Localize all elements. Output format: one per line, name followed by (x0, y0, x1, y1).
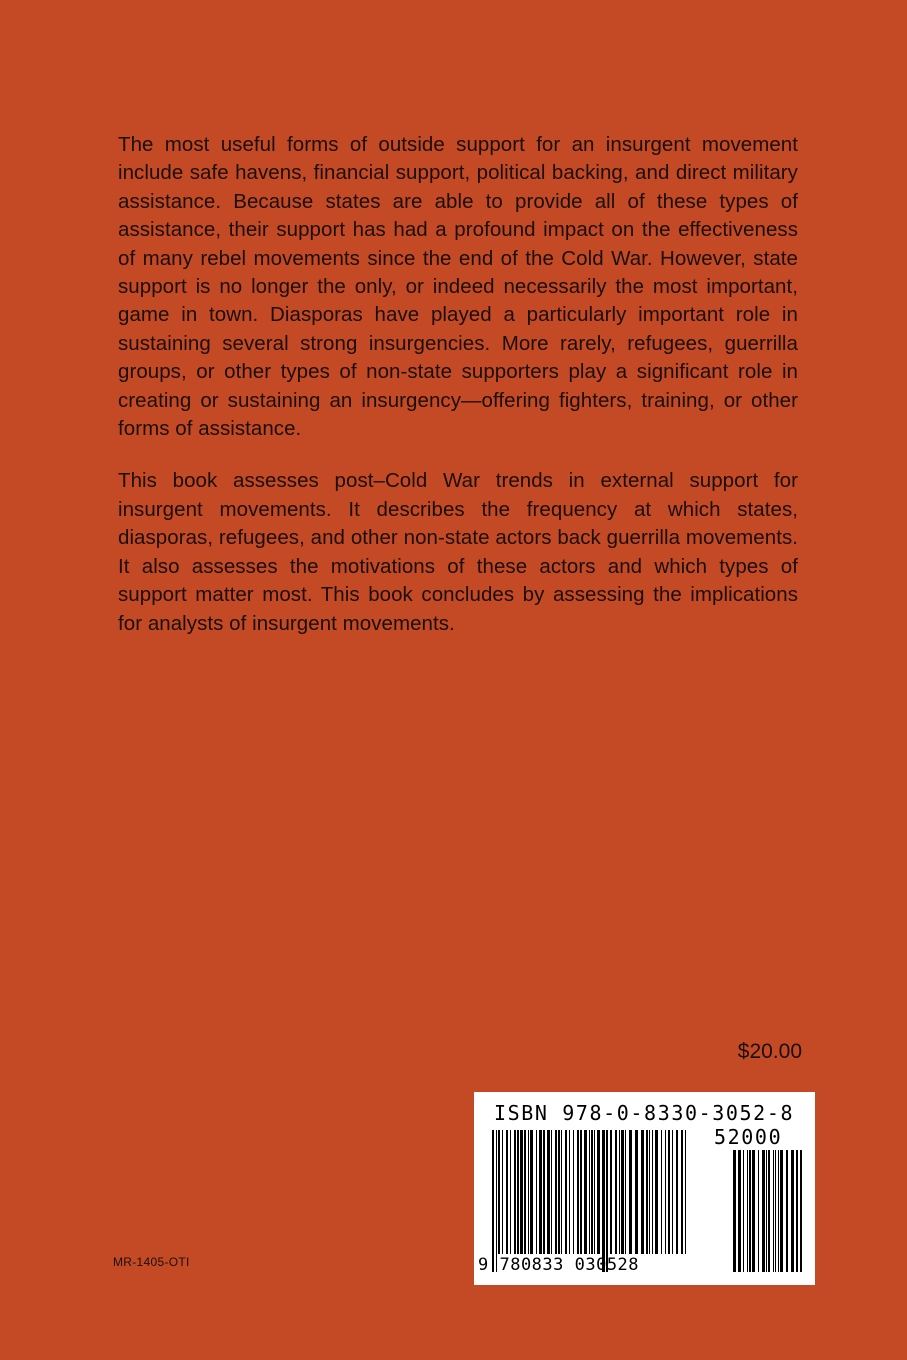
barcode-bar (597, 1130, 600, 1254)
barcode-bar (762, 1150, 765, 1272)
barcode-bar (498, 1130, 500, 1254)
barcode-bar (655, 1130, 658, 1254)
barcode-bar (768, 1150, 770, 1272)
barcode-bar (517, 1130, 519, 1254)
barcode-bar (591, 1130, 593, 1254)
barcode-bar (606, 1130, 608, 1272)
barcode-bar (621, 1130, 624, 1254)
blurb-paragraph-1: The most useful forms of outside support for an insurgent movement include safe havens, financial support, political backing, and direct military assistance. Because states are able to provide all of these types of assistance, their support has had a profound impact on the effectiveness of many rebel movements since the end of the Cold War. However, state support is no longer the only, or indeed necessarily the most important, game in town. Diasporas have played a particularly important role in sustaining several strong insurgencies. More rarely, refugees, guerrilla groups, or other types of non-state supporters play a significant role in creating or sustaining an insurgency—offering fighters, training, or other forms of assistance. (118, 133, 798, 441)
barcode-bar (565, 1130, 567, 1254)
barcode-bar (577, 1130, 579, 1254)
barcode-bar (743, 1150, 744, 1272)
barcode-bar (561, 1130, 562, 1254)
barcode-bar (791, 1150, 794, 1272)
barcode-bar (800, 1150, 802, 1272)
barcode-bar (796, 1150, 798, 1272)
barcode-bar (602, 1130, 605, 1272)
barcode-bar (580, 1130, 582, 1254)
barcode-bar (766, 1150, 767, 1272)
barcode-bar (778, 1150, 779, 1272)
barcode-bar (672, 1130, 673, 1254)
barcode-bar (749, 1150, 751, 1272)
barcode-bar (610, 1130, 612, 1254)
barcode-bar (547, 1130, 550, 1254)
barcode-bar (530, 1130, 533, 1254)
barcode-bar (539, 1130, 542, 1254)
barcode-bar (752, 1150, 755, 1272)
report-code: MR-1405-OTI (113, 1255, 190, 1269)
barcode-bar (536, 1130, 537, 1254)
barcode-bar (758, 1150, 759, 1272)
barcode-bar (496, 1130, 497, 1272)
price-label: $20.00 (737, 1040, 802, 1063)
barcode-bar (584, 1130, 587, 1254)
barcode-bar (685, 1130, 686, 1254)
barcode-bar (780, 1150, 783, 1272)
barcode-bar (661, 1130, 662, 1254)
isbn-number: ISBN 978-0-8330-3052-8 (494, 1101, 795, 1125)
barcode-bar (625, 1130, 626, 1254)
barcode-bar (619, 1130, 620, 1254)
barcode-bar (502, 1130, 503, 1254)
barcode-bar (492, 1130, 494, 1272)
barcode-bar (681, 1130, 683, 1254)
barcode-bar (520, 1130, 523, 1254)
barcode-bar (573, 1130, 574, 1254)
barcode-bar (676, 1130, 678, 1254)
barcode-bar (646, 1130, 648, 1254)
isbn-barcode (474, 1092, 815, 1285)
barcode-bar (569, 1130, 570, 1254)
barcode-bar (747, 1150, 748, 1272)
barcode-bar (524, 1130, 526, 1254)
barcode-bar (555, 1130, 557, 1254)
barcode-bar (786, 1150, 788, 1272)
barcode-bar (629, 1130, 632, 1254)
blurb (118, 131, 798, 662)
barcode-bar (641, 1130, 644, 1254)
barcode-digits: 9 780833 030528 (478, 1255, 640, 1275)
barcode-bar (652, 1130, 653, 1254)
barcode-bar (528, 1130, 529, 1254)
barcode-bar (775, 1150, 776, 1272)
barcode-bar (665, 1130, 666, 1254)
barcode-bar (514, 1130, 516, 1254)
barcode-bar (668, 1130, 670, 1254)
blurb-paragraph-2: This book assesses post–Cold War trends in external support for insurgent movements. It describes the frequency at which states, diasporas, refugees, and other non-state actors back guerrilla movements. It also assesses the motivations of these actors and which types of support matter most. This book concludes by assessing the implications for analysts of insurgent movements. (118, 469, 798, 635)
barcode-bar (589, 1130, 590, 1254)
barcode-bar (635, 1130, 638, 1254)
barcode-bar (594, 1130, 595, 1254)
barcode-bar (773, 1150, 774, 1272)
price-addon-code: 52000 (714, 1125, 783, 1149)
barcode-bar (733, 1150, 736, 1272)
barcode-bar (738, 1150, 741, 1272)
barcode-bar (510, 1130, 511, 1254)
barcode-bar (558, 1130, 560, 1254)
barcode-bar (506, 1130, 508, 1254)
barcode-bar (543, 1130, 545, 1254)
barcode-bar (615, 1130, 617, 1254)
barcode-bar (551, 1130, 552, 1254)
barcode-bar (649, 1130, 650, 1254)
